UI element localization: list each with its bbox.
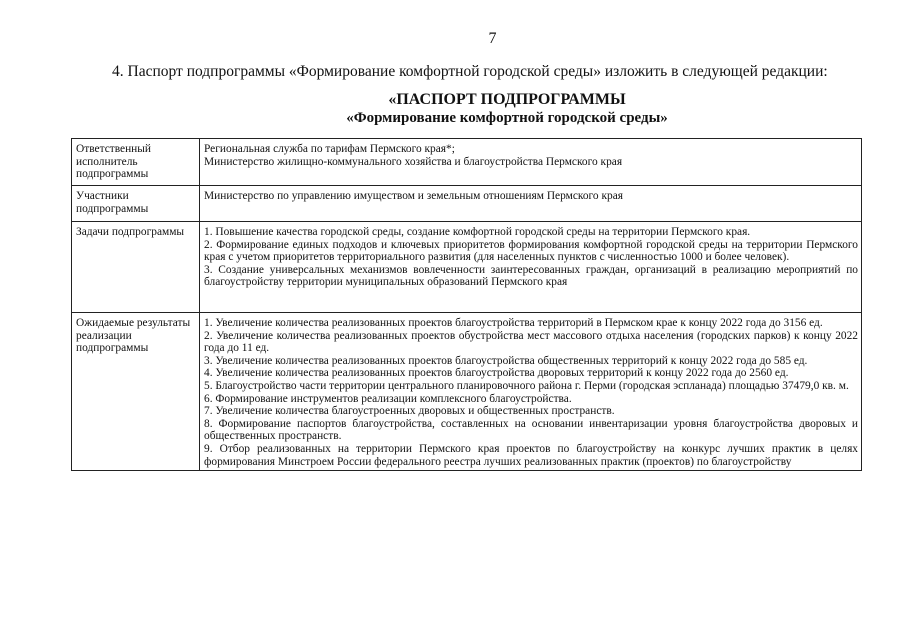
content-item: Министерство по управлению имуществом и земельным отношениям Пермского края bbox=[204, 190, 623, 202]
content-item: 1. Повышение качества городской среды, создание комфортной городской среды на территории Пермского края. bbox=[204, 226, 751, 238]
content-item: 3. Увеличение количества реализованных проектов благоустройства общественных территорий к концу 2022 года до 585 ед. bbox=[204, 354, 808, 367]
row-content bbox=[200, 186, 862, 222]
row-content bbox=[200, 313, 862, 471]
row-label: Задачи подпрограммы bbox=[72, 222, 200, 313]
content-item: 6. Формирование инструментов реализации комплексного благоустройства. bbox=[204, 392, 572, 405]
content-item: Министерство жилищно-коммунального хозяйства и благоустройства Пермского края bbox=[204, 155, 623, 168]
table-row-responsible bbox=[72, 139, 862, 186]
table-row-results bbox=[72, 313, 862, 471]
content-item: Региональная служба по тарифам Пермского края*; bbox=[204, 143, 455, 155]
row-label: Участники подпрограммы bbox=[72, 186, 200, 222]
row-label: Ожидаемые результаты реализации подпрограммы bbox=[72, 313, 200, 471]
content-item: 9. Отбор реализованных на территории Пермского края проектов по благоустройству на конкурс лучших практик в целях формирования Минстроем России федерального реестра лучших реализованных практик (проектов) по благоустройству bbox=[204, 442, 858, 468]
content-item: 4. Увеличение количества реализованных проектов благоустройства дворовых территорий к концу 2022 года до 2560 ед. bbox=[204, 367, 789, 380]
content-item: 5. Благоустройство части территории центрального планировочного района г. Перми (городская эспланада) площадью 37479,0 кв. м. bbox=[204, 379, 849, 392]
content-item: 2. Формирование единых подходов и ключевых приоритетов формирования комфортной городской среды на территории Пермского края с учетом приоритетов территориального развития (для населенных пунктов с численностью 1000 и более человек). bbox=[204, 238, 858, 264]
subprogram-title: «Формирование комфортной городской среды» bbox=[346, 110, 668, 126]
table-row-tasks bbox=[72, 222, 862, 313]
content-item: 1. Увеличение количества реализованных проектов благоустройства территорий в Пермском крае к концу 2022 года до 3156 ед. bbox=[204, 317, 823, 329]
passport-title: «ПАСПОРТ ПОДПРОГРАММЫ bbox=[388, 91, 626, 108]
intro-paragraph: 4. Паспорт подпрограммы «Формирование комфортной городской среды» изложить в следующей редакции: bbox=[112, 63, 828, 80]
content-item: 2. Увеличение количества реализованных проектов обустройства мест массового отдыха населения (городских парков) к концу 2022 года до 11 ед. bbox=[204, 329, 858, 355]
table-row-participants bbox=[72, 186, 862, 222]
content-item: 3. Создание универсальных механизмов вовлеченности заинтересованных граждан, организаций в реализацию мероприятий по благоустройству территории муниципальных образований Пермского края bbox=[204, 263, 858, 289]
passport-table bbox=[71, 138, 862, 471]
row-label: Ответственный исполнитель подпрограммы bbox=[72, 139, 200, 186]
row-content bbox=[200, 222, 862, 313]
content-item: 8. Формирование паспортов благоустройства, составленных на основании инвентаризации уровня благоустройства дворовых и общественных пространств. bbox=[204, 417, 858, 443]
row-content bbox=[200, 139, 862, 186]
page-number: 7 bbox=[488, 30, 497, 47]
content-item: 7. Увеличение количества благоустроенных дворовых и общественных пространств. bbox=[204, 405, 615, 418]
